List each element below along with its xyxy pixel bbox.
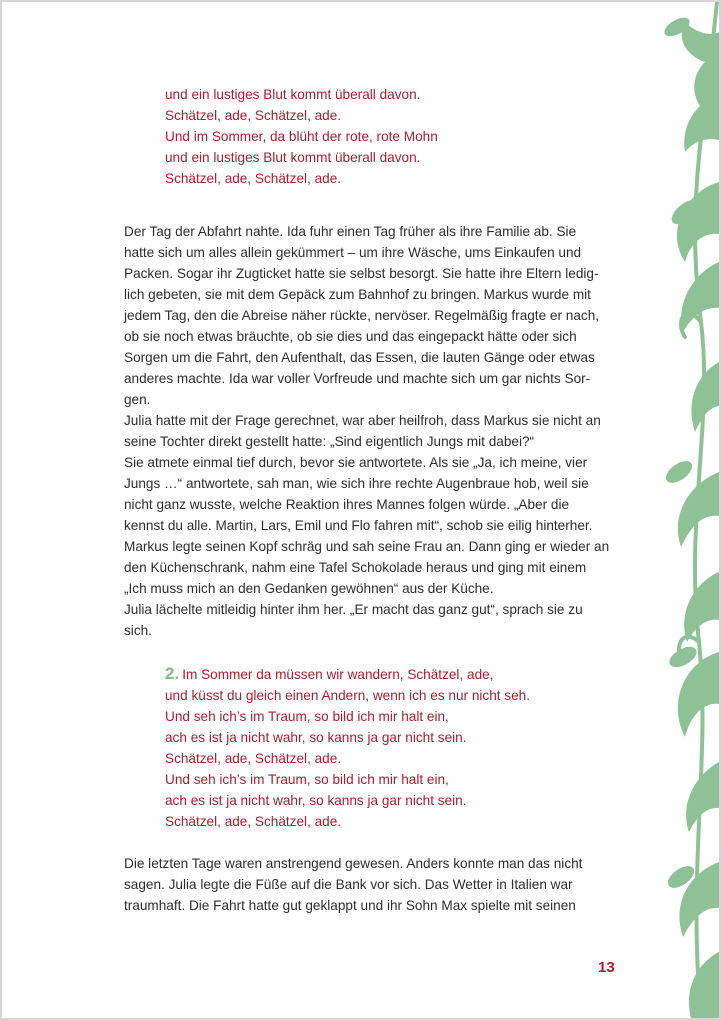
prose-line: kennst du alle. Martin, Lars, Emil und Flo fahren mit“, schob sie eilig hinterher.	[124, 518, 593, 533]
verse-line: und ein lustiges Blut kommt überall davon.	[165, 87, 421, 102]
verse-line: Und seh ich’s im Traum, so bild ich mir halt ein,	[165, 772, 449, 787]
prose-line: hatte sich um alles allein gekümmert – um ihre Wäsche, ums Einkaufen und	[124, 245, 582, 260]
song-verse-1	[165, 84, 585, 189]
verse-line: Schätzel, ade, Schätzel, ade.	[165, 108, 342, 123]
prose-line: den Küchenschrank, nahm eine Tafel Schokolade heraus und ging mit einem	[124, 560, 587, 575]
verse-line: ach es ist ja nicht wahr, so kanns ja gar nicht sein.	[165, 730, 467, 745]
prose-line: sich.	[124, 623, 152, 638]
verse-line: Schätzel, ade, Schätzel, ade.	[165, 751, 342, 766]
verse-line: ach es ist ja nicht wahr, so kanns ja gar nicht sein.	[165, 793, 467, 808]
prose-line: Jungs …“ antwortete, sah man, wie sich ihre rechte Augenbraue hob, weil sie	[124, 476, 589, 491]
verse-line: Schätzel, ade, Schätzel, ade.	[165, 171, 342, 186]
prose-line: seine Tochter direkt gestellt hatte: „Sind eigentlich Jungs mit dabei?“	[124, 434, 535, 449]
verse-number: 2.	[165, 664, 180, 683]
prose-line: Sorgen um die Fahrt, den Aufenthalt, das Essen, die lauten Gänge oder etwas	[124, 350, 595, 365]
song-verse-2	[165, 663, 585, 832]
verse-line-text: Im Sommer da müssen wir wandern, Schätzel, ade,	[182, 667, 494, 682]
prose-line: traumhaft. Die Fahrt hatte gut geklappt und ihr Sohn Max spielte mit seinen	[124, 898, 576, 913]
prose-line: Julia lächelte mitleidig hinter ihm her. „Er macht das ganz gut“, sprach sie zu	[124, 602, 583, 617]
verse-first-line	[165, 663, 585, 685]
prose-line: Sie atmete einmal tief durch, bevor sie antwortete. Als sie „Ja, ich meine, vier	[124, 455, 588, 470]
prose-line: ob sie noch etwas bräuchte, ob sie dies und das eingepackt hätte oder sich	[124, 329, 577, 344]
prose-line: jedem Tag, den die Abreise näher rückte, nervöser. Regelmäßig fragte er nach,	[124, 308, 600, 323]
prose-line: Markus legte seinen Kopf schräg und sah seine Frau an. Dann ging er wieder an	[124, 539, 610, 554]
verse-line: Schätzel, ade, Schätzel, ade.	[165, 814, 342, 829]
prose-line: Packen. Sogar ihr Zugticket hatte sie selbst besorgt. Sie hatte ihre Eltern ledig-	[124, 266, 599, 281]
prose-line: Der Tag der Abfahrt nahte. Ida fuhr einen Tag früher als ihre Familie ab. Sie	[124, 224, 577, 239]
prose-line: sagen. Julia legte die Füße auf die Bank vor sich. Das Wetter in Italien war	[124, 877, 573, 892]
book-page	[2, 2, 719, 1018]
prose-line: Julia hatte mit der Frage gerechnet, war aber heilfroh, dass Markus sie nicht an	[124, 413, 601, 428]
prose-line: nicht ganz wusste, welche Reaktion ihres Mannes folgen würde. „Aber die	[124, 497, 570, 512]
verse-line: und ein lustiges Blut kommt überall davon.	[165, 150, 421, 165]
prose-line: lich gebeten, sie mit dem Gepäck zum Bahnhof zu bringen. Markus wurde mit	[124, 287, 591, 302]
prose-line: Die letzten Tage waren anstrengend gewesen. Anders konnte man das nicht	[124, 856, 583, 871]
verse-line: Und seh ich’s im Traum, so bild ich mir halt ein,	[165, 709, 449, 724]
floral-ornament-icon	[655, 2, 719, 1018]
prose-line: gen.	[124, 392, 151, 407]
story-paragraphs-1	[124, 221, 624, 641]
verse-line: und küsst du gleich einen Andern, wenn ich es nur nicht seh.	[165, 688, 530, 703]
prose-line: anderes machte. Ida war voller Vorfreude und machte sich um gar nichts Sor-	[124, 371, 591, 386]
verse-line: Und im Sommer, da blüht der rote, rote Mohn	[165, 129, 438, 144]
prose-line: „Ich muss mich an den Gedanken gewöhnen“ aus der Küche.	[124, 581, 494, 596]
story-paragraphs-2	[124, 853, 624, 916]
page-number: 13	[598, 959, 615, 976]
